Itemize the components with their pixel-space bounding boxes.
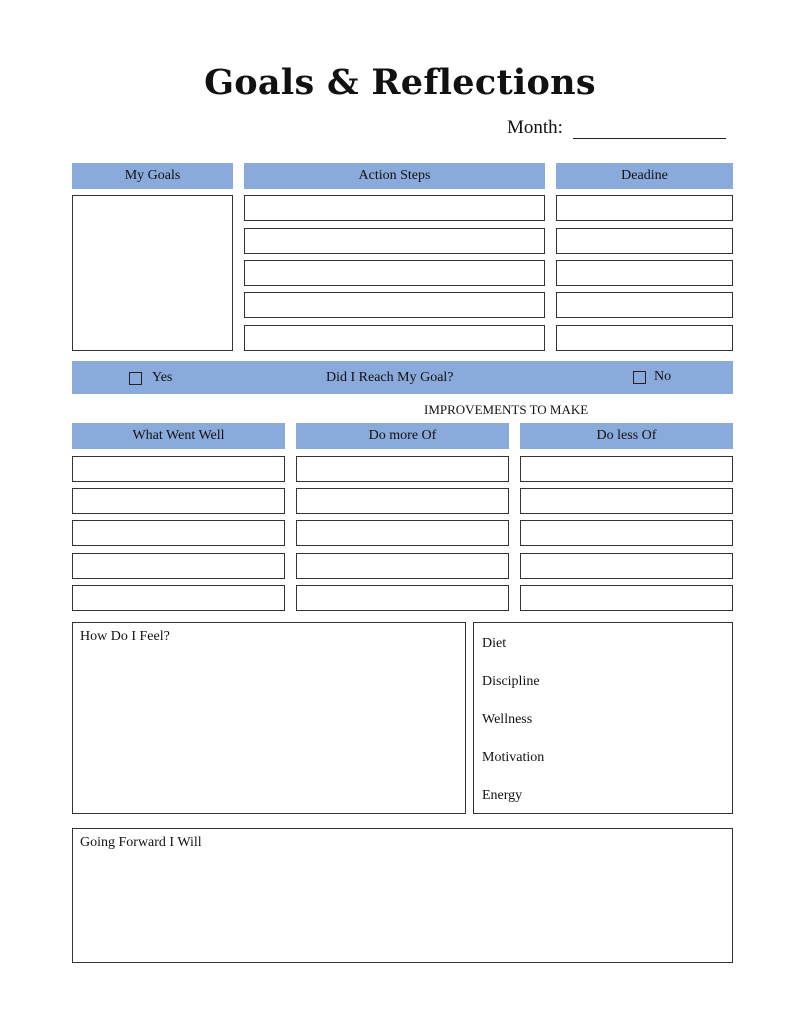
- rating-label-wellness: Wellness: [482, 712, 533, 727]
- do-more-field[interactable]: [296, 456, 509, 482]
- deadline-field[interactable]: [556, 228, 733, 254]
- went-well-field[interactable]: [72, 488, 285, 514]
- month-label: Month:: [507, 117, 563, 138]
- action-step-field[interactable]: [244, 325, 545, 351]
- yes-label: Yes: [152, 370, 173, 385]
- my-goals-field[interactable]: [72, 195, 233, 351]
- do-less-field[interactable]: [520, 456, 733, 482]
- action-step-field[interactable]: [244, 228, 545, 254]
- do-more-field[interactable]: [296, 520, 509, 546]
- action-step-field[interactable]: [244, 292, 545, 318]
- rating-label-energy: Energy: [482, 788, 523, 803]
- no-label: No: [654, 369, 672, 384]
- deadline-header: Deadine: [556, 163, 733, 189]
- deadline-field[interactable]: [556, 260, 733, 286]
- goal-question: Did I Reach My Goal?: [326, 370, 454, 385]
- deadline-field[interactable]: [556, 325, 733, 351]
- deadline-field[interactable]: [556, 292, 733, 318]
- how-do-i-feel-field[interactable]: [72, 622, 466, 814]
- how-do-i-feel-label: How Do I Feel?: [80, 629, 170, 644]
- rating-label-motivation: Motivation: [482, 750, 545, 765]
- went-well-field[interactable]: [72, 456, 285, 482]
- action-step-field[interactable]: [244, 195, 545, 221]
- page-title: Goals & Reflections: [204, 62, 596, 103]
- do-more-field[interactable]: [296, 585, 509, 611]
- yes-checkbox[interactable]: [129, 372, 142, 385]
- deadline-field[interactable]: [556, 195, 733, 221]
- rating-label-discipline: Discipline: [482, 674, 540, 689]
- rating-label-diet: Diet: [482, 636, 507, 651]
- went-well-field[interactable]: [72, 553, 285, 579]
- my-goals-header: My Goals: [72, 163, 233, 189]
- what-went-well-header: What Went Well: [72, 423, 285, 449]
- month-field[interactable]: [573, 138, 726, 139]
- do-less-field[interactable]: [520, 488, 733, 514]
- action-steps-header: Action Steps: [244, 163, 545, 189]
- went-well-field[interactable]: [72, 585, 285, 611]
- do-less-field[interactable]: [520, 553, 733, 579]
- do-more-field[interactable]: [296, 488, 509, 514]
- do-more-of-header: Do more Of: [296, 423, 509, 449]
- no-checkbox[interactable]: [633, 371, 646, 384]
- do-less-field[interactable]: [520, 585, 733, 611]
- improvements-title: IMPROVEMENTS TO MAKE: [424, 402, 589, 417]
- went-well-field[interactable]: [72, 520, 285, 546]
- going-forward-label: Going Forward I Will: [80, 835, 202, 850]
- do-less-of-header: Do less Of: [520, 423, 733, 449]
- do-more-field[interactable]: [296, 553, 509, 579]
- do-less-field[interactable]: [520, 520, 733, 546]
- action-step-field[interactable]: [244, 260, 545, 286]
